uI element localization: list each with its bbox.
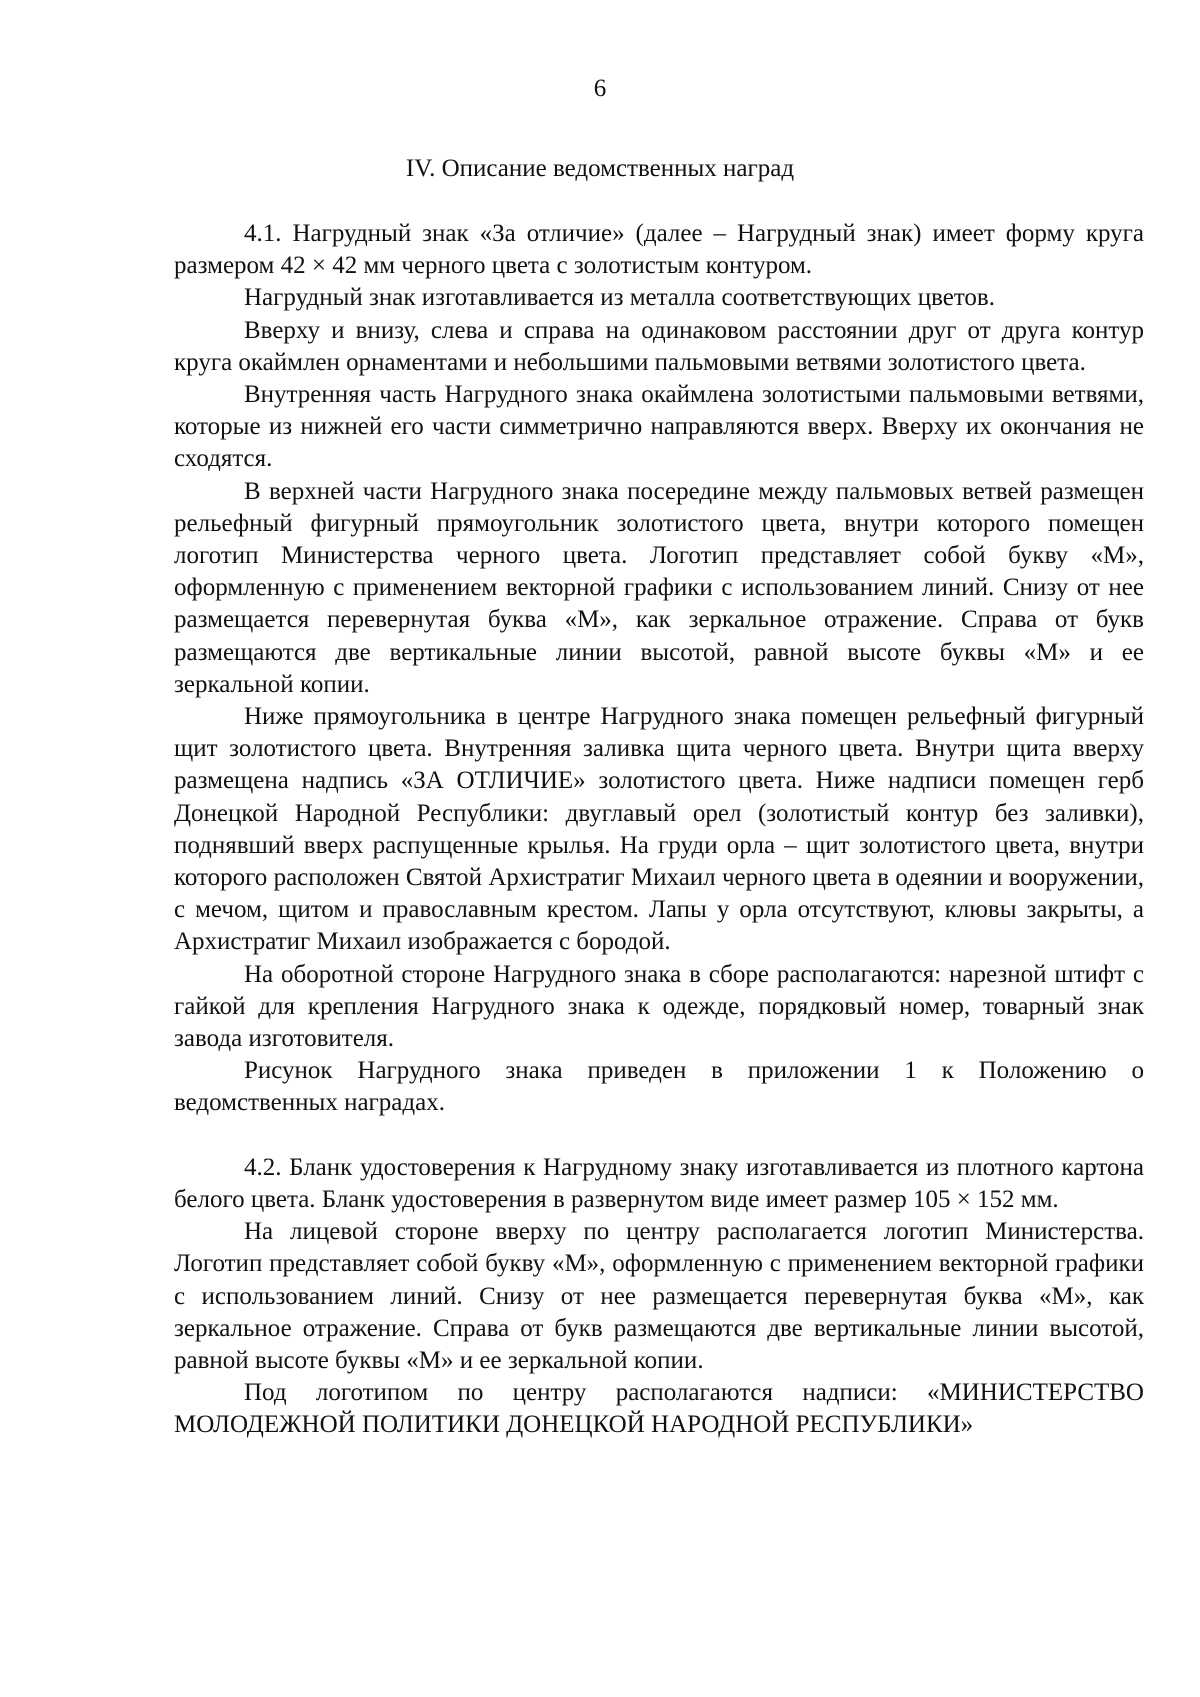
paragraph: Под логотипом по центру располагаются надписи: «МИНИСТЕРСТВО МОЛОДЕЖНОЙ ПОЛИТИКИ ДОНЕЦКОЙ НАРОДНОЙ РЕСПУБЛИКИ» (174, 1379, 1144, 1439)
paragraph: Нагрудный знак изготавливается из металла соответствующих цветов. (244, 284, 995, 312)
section-title: IV. Описание ведомственных наград (405, 155, 795, 182)
paragraph-4-1: 4.1. Нагрудный знак «За отличие» (далее – Нагрудный знак) имеет форму круга размером 42 × 42 мм черного цвета с золотистым контуром. (174, 220, 1144, 280)
paragraph: В верхней части Нагрудного знака посередине между пальмовых ветвей размещен рельефный фигурный прямоугольник золотистого цвета, внутри которого помещен логотип Министерства черного цвета. Логотип представляет собой букву «М», оформленную с применением векторной графики с использованием линий. Снизу от нее размещается перевернутая буква «М», как зеркальное отражение. Справа от букв размещаются две вертикальные линии высотой, равной высоте буквы «М» и ее зеркальной копии. (174, 477, 1144, 698)
paragraph: На лицевой стороне вверху по центру располагается логотип Министерства. Логотип представляет собой букву «М», оформленную с применением векторной графики с использованием линий. Снизу от нее размещается перевернутая буква «М», как зеркальное отражение. Справа от букв размещаются две вертикальные линии высотой, равной высоте буквы «М» и ее зеркальной копии. (174, 1218, 1144, 1374)
page-number: 6 (593, 75, 607, 102)
paragraph: Рисунок Нагрудного знака приведен в приложении 1 к Положению о ведомственных наградах. (174, 1057, 1144, 1117)
document-body (174, 218, 1144, 1442)
paragraph: На оборотной стороне Нагрудного знака в сборе располагаются: нарезной штифт с гайкой для крепления Нагрудного знака к одежде, порядковый номер, товарный знак завода изготовителя. (174, 960, 1144, 1053)
paragraph: Внутренняя часть Нагрудного знака окаймлена золотистыми пальмовыми ветвями, которые из нижней его части симметрично направляются вверх. Вверху их окончания не сходятся. (174, 381, 1144, 473)
paragraph: Ниже прямоугольника в центре Нагрудного знака помещен рельефный фигурный щит золотистого цвета. Внутренняя заливка щита черного цвета. Внутри щита вверху размещена надпись «ЗА ОТЛИЧИЕ» золотистого цвета. Ниже надписи помещен герб Донецкой Народной Республики: двуглавый орел (золотистый контур без заливки), поднявший вверх распущенные крылья. На груди орла – щит золотистого цвета, внутри которого расположен Святой Архистратиг Михаил черного цвета в одеянии и вооружении, с мечом, щитом и православным крестом. Лапы у орла отсутствуют, клювы закрыты, а Архистратиг Михаил изображается с бородой. (174, 703, 1144, 956)
paragraph: Вверху и внизу, слева и справа на одинаковом расстоянии друг от друга контур круга окаймлен орнаментами и небольшими пальмовыми ветвями золотистого цвета. (174, 316, 1144, 376)
paragraph-4-2: 4.2. Бланк удостоверения к Нагрудному знаку изготавливается из плотного картона белого цвета. Бланк удостоверения в развернутом виде имеет размер 105 × 152 мм. (174, 1153, 1144, 1213)
paragraph-spacer (174, 1120, 1144, 1152)
